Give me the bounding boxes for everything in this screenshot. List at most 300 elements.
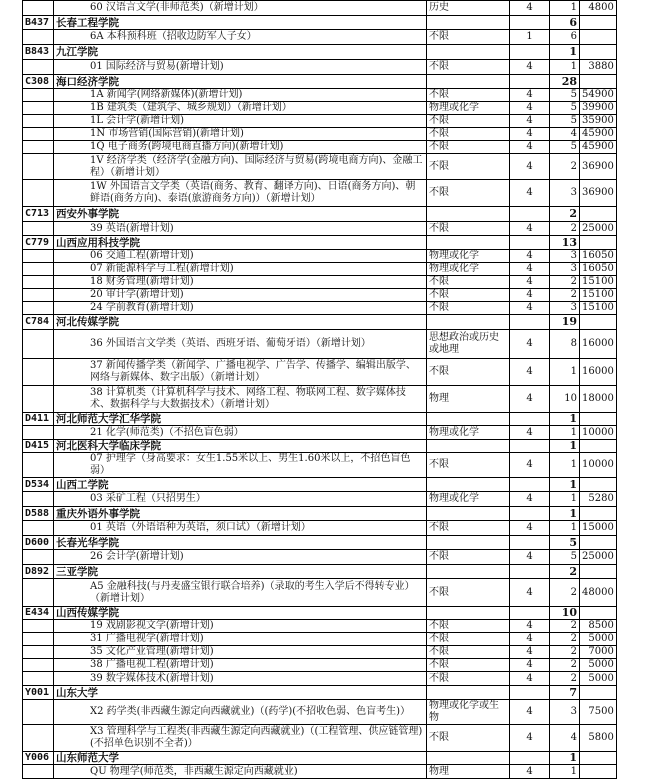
tuition-fee: 18000: [580, 386, 617, 413]
major-row: [23, 672, 617, 686]
subject-cell: [427, 752, 510, 765]
subject-requirement: 不限: [427, 453, 510, 478]
tuition-fee: 15100: [580, 302, 617, 315]
major-row: [23, 154, 617, 180]
school-plan-count: 1: [550, 45, 580, 60]
major-name: 39 英语(新增计划): [54, 222, 427, 236]
code-cell: [23, 492, 54, 507]
plan-count: 2: [550, 579, 580, 607]
plan-count: 2: [550, 646, 580, 659]
subject-requirement: 物理或化学或生物: [427, 700, 510, 725]
code-cell: [23, 180, 54, 207]
school-name: 山东大学: [54, 686, 427, 700]
years: 4: [510, 263, 550, 276]
major-name: 36 外国语言文学类（英语、西班牙语、葡萄牙语）（新增计划）: [54, 330, 427, 359]
major-row: [23, 30, 617, 45]
school-name: 长春光华学院: [54, 536, 427, 550]
plan-count: 3: [550, 250, 580, 263]
major-row: [23, 180, 617, 207]
subject-requirement: 不限: [427, 115, 510, 128]
code-cell: [23, 263, 54, 276]
school-code: Y006: [23, 752, 54, 765]
subject-cell: [427, 536, 510, 550]
subject-requirement: 不限: [427, 672, 510, 686]
school-row: [23, 413, 617, 426]
school-row: [23, 45, 617, 60]
school-row: [23, 236, 617, 250]
years: 4: [510, 700, 550, 725]
subject-cell: [427, 207, 510, 222]
major-name: 1N 市场营销(国际营销)(新增计划): [54, 128, 427, 141]
fee-cell: [580, 75, 617, 89]
subject-requirement: 不限: [427, 521, 510, 536]
subject-requirement: 不限: [427, 222, 510, 236]
major-name: 35 文化产业管理(新增计划): [54, 646, 427, 659]
fee-cell: [580, 45, 617, 60]
major-name: X2 药学类(非西藏生源定向西藏就业)（(药学)(不招收色弱、色盲考生)）: [54, 700, 427, 725]
code-cell: [23, 222, 54, 236]
school-row: [23, 565, 617, 579]
code-cell: [23, 633, 54, 646]
tuition-fee: 15000: [580, 521, 617, 536]
school-plan-count: 13: [550, 236, 580, 250]
subject-cell: [427, 607, 510, 620]
school-row: [23, 507, 617, 521]
subject-requirement: 不限: [427, 659, 510, 672]
school-row: [23, 315, 617, 330]
school-row: [23, 686, 617, 700]
major-name: 1Q 电子商务(跨境电商直播方向)(新增计划): [54, 141, 427, 154]
code-cell: [23, 426, 54, 440]
code-cell: [23, 659, 54, 672]
major-row: [23, 659, 617, 672]
years: 4: [510, 289, 550, 302]
tuition-fee: 3880: [580, 60, 617, 75]
fee-cell: [580, 315, 617, 330]
school-plan-count: 7: [550, 686, 580, 700]
code-cell: [23, 102, 54, 115]
subject-cell: [427, 236, 510, 250]
major-row: [23, 330, 617, 359]
plan-count: 3: [550, 180, 580, 207]
major-name: 01 国际经济与贸易(新增计划): [54, 60, 427, 75]
years: 4: [510, 765, 550, 779]
years: 4: [510, 60, 550, 75]
table-body: [23, 1, 617, 779]
years: 4: [510, 276, 550, 289]
plan-count: 2: [550, 289, 580, 302]
plan-count: 2: [550, 222, 580, 236]
plan-count: 2: [550, 154, 580, 180]
tuition-fee: 16000: [580, 330, 617, 359]
years-cell: [510, 536, 550, 550]
school-name: 河北师范大学汇华学院: [54, 413, 427, 426]
school-plan-count: 2: [550, 565, 580, 579]
major-row: [23, 115, 617, 128]
years-cell: [510, 478, 550, 492]
plan-count: 1: [550, 453, 580, 478]
years: 4: [510, 250, 550, 263]
subject-cell: [427, 75, 510, 89]
plan-count: 1: [550, 521, 580, 536]
subject-cell: [427, 565, 510, 579]
school-plan-count: 19: [550, 315, 580, 330]
subject-cell: [427, 507, 510, 521]
subject-requirement: 不限: [427, 276, 510, 289]
years-cell: [510, 565, 550, 579]
years-cell: [510, 207, 550, 222]
tuition-fee: 5000: [580, 633, 617, 646]
major-name: 26 会计学(新增计划): [54, 550, 427, 565]
major-name: 60 汉语言文学(非师范类)（新增计划）: [54, 1, 427, 16]
years: 4: [510, 180, 550, 207]
code-cell: [23, 141, 54, 154]
code-cell: [23, 115, 54, 128]
subject-requirement: 不限: [427, 302, 510, 315]
major-row: [23, 579, 617, 607]
school-plan-count: 10: [550, 607, 580, 620]
school-code: D415: [23, 440, 54, 453]
years: 4: [510, 620, 550, 633]
plan-count: 1: [550, 60, 580, 75]
years: 4: [510, 426, 550, 440]
tuition-fee: 16050: [580, 263, 617, 276]
major-row: [23, 359, 617, 386]
school-code: C308: [23, 75, 54, 89]
school-row: [23, 75, 617, 89]
school-code: C779: [23, 236, 54, 250]
major-name: 31 广播电视学(新增计划): [54, 633, 427, 646]
years-cell: [510, 413, 550, 426]
school-name: 山东师范大学: [54, 752, 427, 765]
tuition-fee: 36900: [580, 154, 617, 180]
subject-requirement: 不限: [427, 633, 510, 646]
major-row: [23, 492, 617, 507]
subject-requirement: 不限: [427, 141, 510, 154]
fee-cell: [580, 440, 617, 453]
school-code: C784: [23, 315, 54, 330]
subject-cell: [427, 45, 510, 60]
major-name: 1W 外国语言文学类（英语(商务、教育、翻译方向)、日语(商务方向)、朝鲜语(商务方向)、泰语(旅游商务方向)）（新增计划）: [54, 180, 427, 207]
major-name: A5 金融科技(与丹麦盛宝银行联合培养)（录取的考生入学后不得转专业）（新增计划）: [54, 579, 427, 607]
subject-requirement: 不限: [427, 89, 510, 102]
major-name: 1A 新闻学(网络新媒体)(新增计划): [54, 89, 427, 102]
years: 4: [510, 453, 550, 478]
school-row: [23, 440, 617, 453]
code-cell: [23, 250, 54, 263]
plan-count: 5: [550, 141, 580, 154]
code-cell: [23, 128, 54, 141]
plan-count: 5: [550, 89, 580, 102]
major-name: 18 财务管理(新增计划): [54, 276, 427, 289]
tuition-fee: 45900: [580, 141, 617, 154]
subject-requirement: 不限: [427, 30, 510, 45]
tuition-fee: 5800: [580, 725, 617, 752]
school-row: [23, 16, 617, 30]
major-row: [23, 289, 617, 302]
tuition-fee: 5000: [580, 659, 617, 672]
school-code: D892: [23, 565, 54, 579]
tuition-fee: [580, 30, 617, 45]
code-cell: [23, 765, 54, 779]
years-cell: [510, 16, 550, 30]
major-name: 38 计算机类（计算机科学与技术、网络工程、物联网工程、数字媒体技术、数据科学与大数据技术）（新增计划）: [54, 386, 427, 413]
subject-requirement: 物理或化学: [427, 263, 510, 276]
major-row: [23, 128, 617, 141]
subject-cell: [427, 16, 510, 30]
tuition-fee: 7000: [580, 646, 617, 659]
years-cell: [510, 440, 550, 453]
school-code: D588: [23, 507, 54, 521]
major-row: [23, 633, 617, 646]
subject-cell: [427, 440, 510, 453]
subject-requirement: 不限: [427, 579, 510, 607]
major-name: 37 新闻传播学类（新闻学、广播电视学、广告学、传播学、编辑出版学、网络与新媒体、数字出版）（新增计划）: [54, 359, 427, 386]
major-name: 38 广播电视工程(新增计划): [54, 659, 427, 672]
subject-requirement: 思想政治或历史或地理: [427, 330, 510, 359]
fee-cell: [580, 752, 617, 765]
subject-requirement: 不限: [427, 128, 510, 141]
school-plan-count: 1: [550, 413, 580, 426]
fee-cell: [580, 207, 617, 222]
tuition-fee: 54900: [580, 89, 617, 102]
school-code: C713: [23, 207, 54, 222]
subject-requirement: 不限: [427, 60, 510, 75]
school-row: [23, 207, 617, 222]
major-row: [23, 276, 617, 289]
plan-count: 1: [550, 1, 580, 16]
plan-count: 10: [550, 386, 580, 413]
school-name: 山西工学院: [54, 478, 427, 492]
subject-requirement: 不限: [427, 180, 510, 207]
major-name: 03 采矿工程（只招男生）: [54, 492, 427, 507]
school-code: D411: [23, 413, 54, 426]
major-row: [23, 550, 617, 565]
code-cell: [23, 620, 54, 633]
years: 4: [510, 128, 550, 141]
subject-requirement: 物理: [427, 386, 510, 413]
code-cell: [23, 302, 54, 315]
school-name: 海口经济学院: [54, 75, 427, 89]
years: 4: [510, 521, 550, 536]
subject-requirement: 物理或化学: [427, 426, 510, 440]
major-row: [23, 141, 617, 154]
major-name: 07 护理学（身高要求：女生1.55米以上、男生1.60米以上，不招色盲色弱）: [54, 453, 427, 478]
tuition-fee: 45900: [580, 128, 617, 141]
plan-count: 2: [550, 672, 580, 686]
tuition-fee: 25000: [580, 550, 617, 565]
plan-count: 5: [550, 102, 580, 115]
plan-count: 1: [550, 492, 580, 507]
code-cell: [23, 550, 54, 565]
school-plan-count: 1: [550, 440, 580, 453]
subject-cell: [427, 478, 510, 492]
code-cell: [23, 30, 54, 45]
code-cell: [23, 386, 54, 413]
major-row: [23, 302, 617, 315]
major-row: [23, 725, 617, 752]
plan-count: 3: [550, 263, 580, 276]
years: 4: [510, 386, 550, 413]
school-code: D600: [23, 536, 54, 550]
subject-cell: [427, 315, 510, 330]
tuition-fee: 15100: [580, 289, 617, 302]
school-plan-count: 1: [550, 478, 580, 492]
years: 4: [510, 141, 550, 154]
code-cell: [23, 1, 54, 16]
plan-count: 8: [550, 330, 580, 359]
subject-requirement: 不限: [427, 725, 510, 752]
tuition-fee: 35900: [580, 115, 617, 128]
major-name: 39 数字媒体技术(新增计划): [54, 672, 427, 686]
school-plan-count: 1: [550, 752, 580, 765]
school-name: 三亚学院: [54, 565, 427, 579]
plan-count: 2: [550, 659, 580, 672]
years-cell: [510, 507, 550, 521]
major-name: 07 新能源科学与工程(新增计划): [54, 263, 427, 276]
major-name: 19 戏剧影视文学(新增计划): [54, 620, 427, 633]
plan-count: 2: [550, 276, 580, 289]
fee-cell: [580, 536, 617, 550]
years: 4: [510, 102, 550, 115]
years: 4: [510, 222, 550, 236]
subject-cell: [427, 686, 510, 700]
plan-count: 3: [550, 302, 580, 315]
code-cell: [23, 60, 54, 75]
major-name: QU 物理学(师范类，非西藏生源定向西藏就业): [54, 765, 427, 779]
code-cell: [23, 725, 54, 752]
school-plan-count: 5: [550, 536, 580, 550]
years: 4: [510, 89, 550, 102]
major-name: 1V 经济学类（经济学(金融方向)、国际经济与贸易(跨境电商方向)、金融工程）（新增计划）: [54, 154, 427, 180]
years-cell: [510, 752, 550, 765]
plan-count: 5: [550, 550, 580, 565]
years: 4: [510, 115, 550, 128]
tuition-fee: 15100: [580, 276, 617, 289]
major-name: X3 管理科学与工程类(非西藏生源定向西藏就业)（(工程管理、供应链管理)(不招单色识别不全者)）: [54, 725, 427, 752]
fee-cell: [580, 607, 617, 620]
major-name: 6A 本科预科班（招收边防军人子女）: [54, 30, 427, 45]
major-row: [23, 250, 617, 263]
school-plan-count: 2: [550, 207, 580, 222]
school-row: [23, 607, 617, 620]
subject-requirement: 不限: [427, 550, 510, 565]
tuition-fee: 25000: [580, 222, 617, 236]
major-row: [23, 521, 617, 536]
plan-count: 4: [550, 128, 580, 141]
major-row: [23, 263, 617, 276]
subject-requirement: 不限: [427, 154, 510, 180]
plan-count: 1: [550, 765, 580, 779]
school-row: [23, 752, 617, 765]
major-row: [23, 1, 617, 16]
subject-requirement: 物理: [427, 765, 510, 779]
admission-plan-table: [22, 0, 617, 779]
code-cell: [23, 359, 54, 386]
major-name: 24 学前教育(新增计划): [54, 302, 427, 315]
major-name: 01 英语（外语语种为英语，须口试）（新增计划）: [54, 521, 427, 536]
tuition-fee: 48000: [580, 579, 617, 607]
years: 4: [510, 725, 550, 752]
plan-count: 2: [550, 620, 580, 633]
school-row: [23, 536, 617, 550]
code-cell: [23, 579, 54, 607]
plan-count: 4: [550, 725, 580, 752]
major-row: [23, 222, 617, 236]
school-code: E434: [23, 607, 54, 620]
plan-count: 6: [550, 30, 580, 45]
tuition-fee: [580, 765, 617, 779]
years: 4: [510, 302, 550, 315]
plan-count: 5: [550, 115, 580, 128]
major-name: 06 交通工程(新增计划): [54, 250, 427, 263]
school-name: 河北传媒学院: [54, 315, 427, 330]
years-cell: [510, 45, 550, 60]
tuition-fee: 36900: [580, 180, 617, 207]
school-code: Y001: [23, 686, 54, 700]
fee-cell: [580, 478, 617, 492]
years: 4: [510, 579, 550, 607]
major-row: [23, 646, 617, 659]
plan-count: 1: [550, 426, 580, 440]
school-name: 山西传媒学院: [54, 607, 427, 620]
school-name: 九江学院: [54, 45, 427, 60]
tuition-fee: 16000: [580, 359, 617, 386]
school-name: 西安外事学院: [54, 207, 427, 222]
plan-count: 3: [550, 700, 580, 725]
years-cell: [510, 607, 550, 620]
years: 4: [510, 672, 550, 686]
tuition-fee: 39900: [580, 102, 617, 115]
school-name: 河北医科大学临床学院: [54, 440, 427, 453]
code-cell: [23, 330, 54, 359]
school-name: 长春工程学院: [54, 16, 427, 30]
major-row: [23, 60, 617, 75]
years: 4: [510, 492, 550, 507]
years: 4: [510, 550, 550, 565]
years: 4: [510, 359, 550, 386]
years-cell: [510, 315, 550, 330]
code-cell: [23, 646, 54, 659]
years: 4: [510, 330, 550, 359]
major-name: 21 化学(师范类)（不招色盲色弱）: [54, 426, 427, 440]
subject-cell: [427, 413, 510, 426]
school-code: D534: [23, 478, 54, 492]
major-row: [23, 453, 617, 478]
code-cell: [23, 89, 54, 102]
code-cell: [23, 154, 54, 180]
school-row: [23, 478, 617, 492]
tuition-fee: 4800: [580, 1, 617, 16]
plan-count: 1: [550, 359, 580, 386]
plan-count: 2: [550, 633, 580, 646]
code-cell: [23, 521, 54, 536]
major-name: 20 审计学(新增计划): [54, 289, 427, 302]
years: 4: [510, 659, 550, 672]
years: 1: [510, 30, 550, 45]
code-cell: [23, 453, 54, 478]
subject-requirement: 物理或化学: [427, 492, 510, 507]
major-row: [23, 89, 617, 102]
fee-cell: [580, 16, 617, 30]
subject-requirement: 物理或化学: [427, 102, 510, 115]
major-row: [23, 426, 617, 440]
tuition-fee: 8500: [580, 620, 617, 633]
major-name: 1L 会计学(新增计划): [54, 115, 427, 128]
school-code: B843: [23, 45, 54, 60]
code-cell: [23, 672, 54, 686]
fee-cell: [580, 686, 617, 700]
